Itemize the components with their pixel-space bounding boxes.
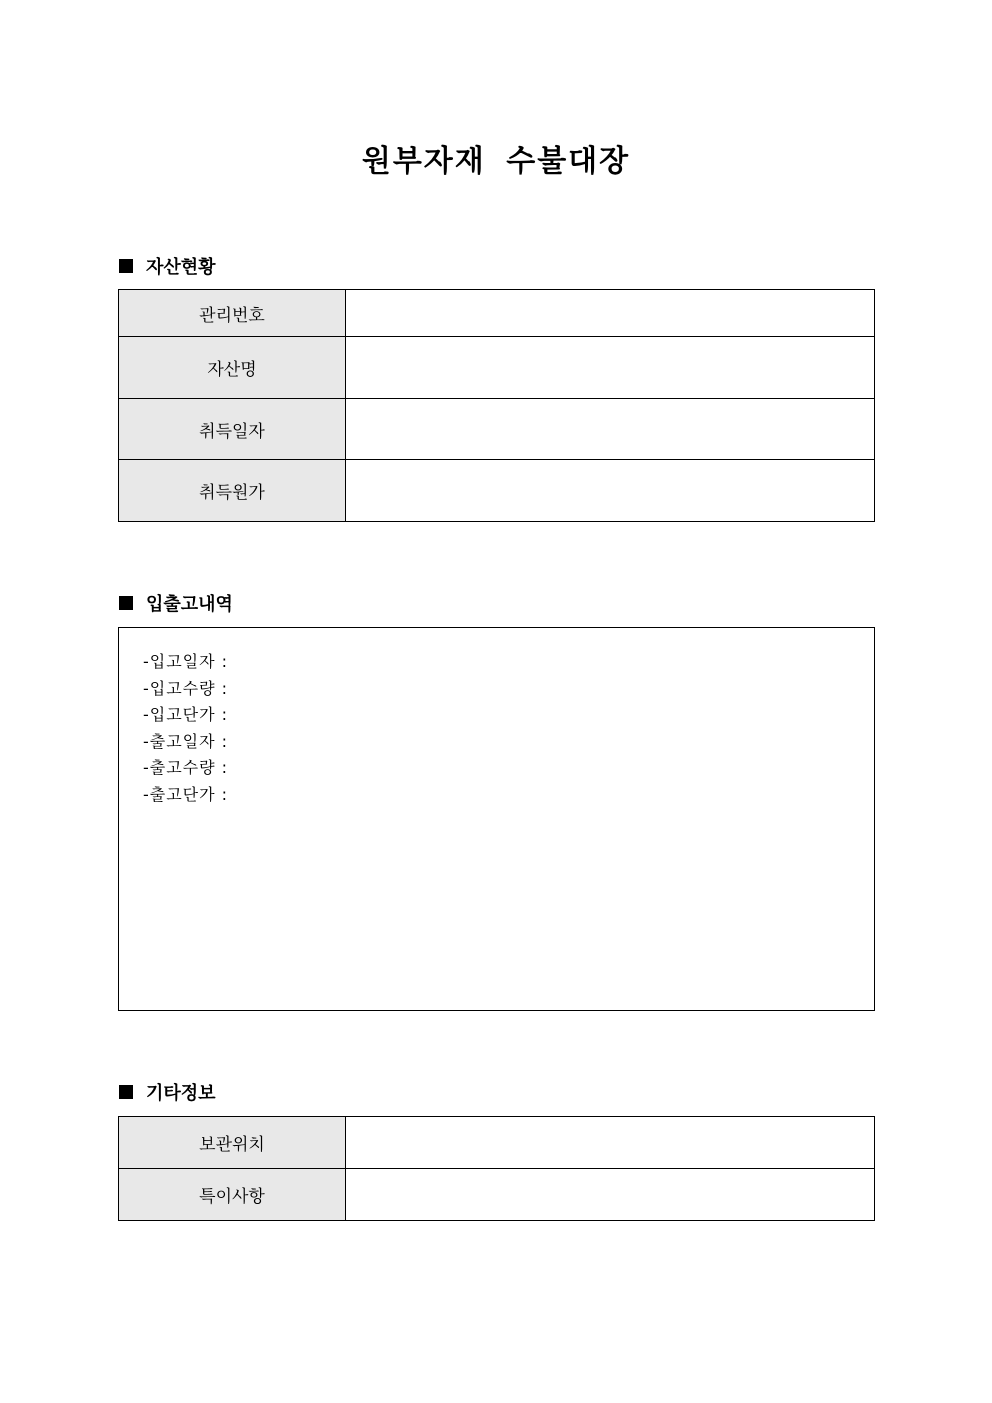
table-row <box>119 337 875 399</box>
label-cell: 취득원가 <box>119 460 346 522</box>
section-heading-label: 입출고내역 <box>146 594 233 615</box>
table-row <box>119 1169 875 1221</box>
list-item: -출고단가 : <box>143 784 229 804</box>
square-bullet-icon <box>119 259 133 273</box>
list-item: -출고수량 : <box>143 758 229 778</box>
list-item: -입고수량 : <box>143 678 229 698</box>
list-item: -입고일자 : <box>143 652 229 671</box>
label-cell: 특이사항 <box>119 1169 346 1221</box>
table-row <box>119 399 875 460</box>
label-cell: 보관위치 <box>119 1117 346 1169</box>
label-cell: 취득일자 <box>119 399 346 460</box>
section-heading-label: 자산현황 <box>146 257 216 278</box>
section-heading-label: 기타정보 <box>146 1083 216 1104</box>
list-item: -입고단가 : <box>143 705 229 725</box>
acquisition-cost-field[interactable] <box>346 460 875 522</box>
page-title: 원부자재 수불대장 <box>361 144 631 179</box>
table-row <box>119 290 875 337</box>
asset-name-field[interactable] <box>346 337 875 399</box>
inout-details-box[interactable] <box>118 627 875 1011</box>
section-heading-etc <box>119 1079 216 1105</box>
storage-location-field[interactable] <box>346 1117 875 1169</box>
square-bullet-icon <box>119 596 133 610</box>
square-bullet-icon <box>119 1085 133 1099</box>
acquisition-date-field[interactable] <box>346 399 875 460</box>
remarks-field[interactable] <box>346 1169 875 1221</box>
label-cell: 자산명 <box>119 337 346 399</box>
etc-table <box>118 1116 875 1221</box>
list-item: -출고일자 : <box>143 731 229 751</box>
asset-table <box>118 289 875 522</box>
table-row <box>119 460 875 522</box>
table-row <box>119 1117 875 1169</box>
inout-list <box>119 628 874 809</box>
section-heading-asset <box>119 253 216 279</box>
section-heading-inout <box>119 590 233 616</box>
management-number-field[interactable] <box>346 290 875 337</box>
label-cell: 관리번호 <box>119 290 346 337</box>
